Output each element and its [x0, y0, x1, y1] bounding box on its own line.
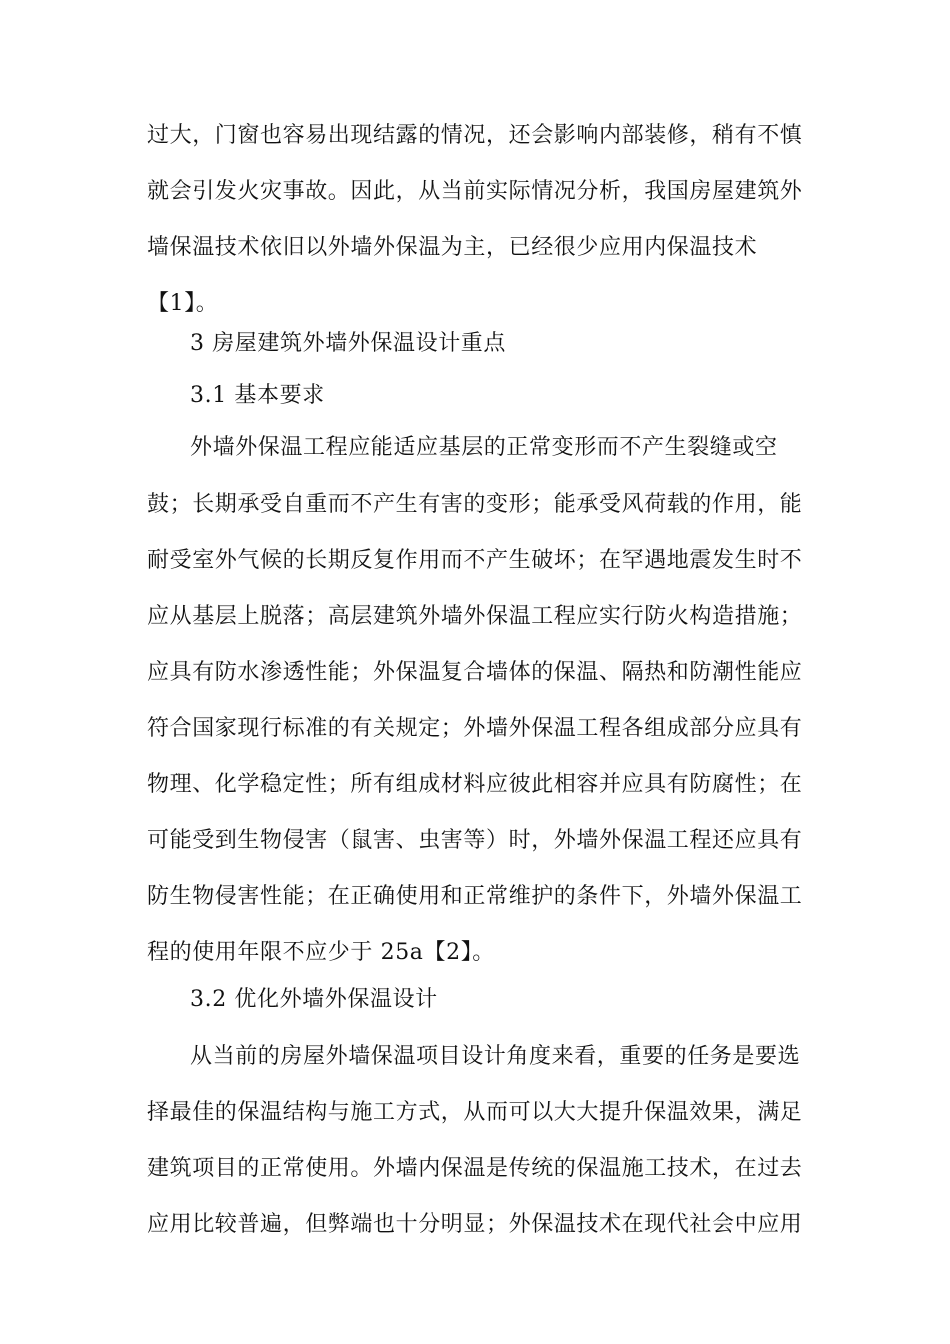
text-line: 应从基层上脱落；高层建筑外墙外保温工程应实行防火构造措施；: [147, 604, 803, 629]
text-line: 【1】。: [147, 291, 219, 316]
text-line: 防生物侵害性能；在正确使用和正常维护的条件下，外墙外保温工: [147, 884, 803, 909]
text-line: 外墙外保温工程应能适应基层的正常变形而不产生裂缝或空: [190, 435, 778, 460]
text-line: 耐受室外气候的长期反复作用而不产生破坏；在罕遇地震发生时不: [147, 548, 803, 573]
text-line: 物理、化学稳定性；所有组成材料应彼此相容并应具有防腐性；在: [147, 772, 803, 797]
text-line: 应用比较普遍，但弊端也十分明显；外保温技术在现代社会中应用: [147, 1212, 803, 1237]
text-line: 就会引发火灾事故。因此，从当前实际情况分析，我国房屋建筑外: [147, 179, 803, 204]
text-line: 符合国家现行标准的有关规定；外墙外保温工程各组成部分应具有: [147, 716, 803, 741]
text-line: 应具有防水渗透性能；外保温复合墙体的保温、隔热和防潮性能应: [147, 660, 803, 685]
text-line: 建筑项目的正常使用。外墙内保温是传统的保温施工技术，在过去: [147, 1156, 803, 1181]
text-line: 从当前的房屋外墙保温项目设计角度来看，重要的任务是要选: [190, 1044, 801, 1069]
subsection-heading: 3.2 优化外墙外保温设计: [190, 987, 438, 1012]
text-line: 鼓；长期承受自重而不产生有害的变形；能承受风荷载的作用，能: [147, 492, 803, 517]
section-heading: 3 房屋建筑外墙外保温设计重点: [190, 331, 506, 356]
subsection-heading: 3.1 基本要求: [190, 383, 325, 408]
text-line: 程的使用年限不应少于 25a【2】。: [147, 940, 495, 965]
text-line: 可能受到生物侵害（鼠害、虫害等）时，外墙外保温工程还应具有: [147, 828, 803, 853]
text-line: 墙保温技术依旧以外墙外保温为主，已经很少应用内保温技术: [147, 235, 758, 260]
text-line: 择最佳的保温结构与施工方式，从而可以大大提升保温效果，满足: [147, 1100, 803, 1125]
text-line: 过大，门窗也容易出现结露的情况，还会影响内部装修，稍有不慎: [147, 123, 803, 148]
